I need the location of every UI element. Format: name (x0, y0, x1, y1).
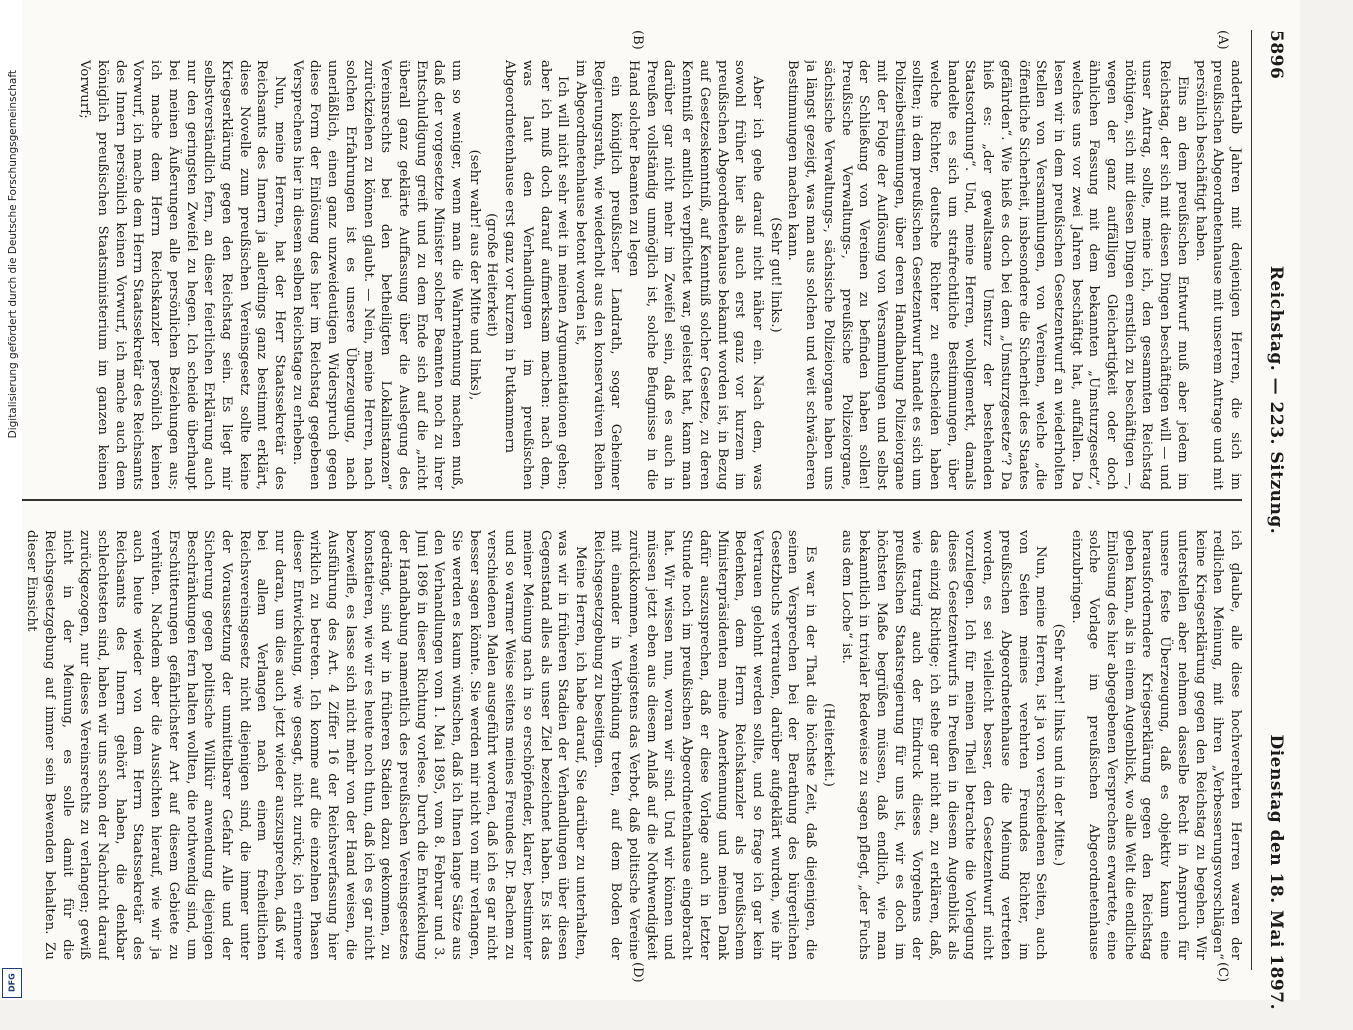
paragraph: ein königlich preußischer Landrath, sogar Geheimer Regierungsrath, wie wiederholt aus den konservativen Reihen im Abgeordnetenhause betont worden ist, (572, 60, 624, 490)
paragraph: Eins an dem preußischen Entwurf muß aber jedem im Reichstag, der sich mit diesen Dingen beschäftigen will — und unser Antrag, sollte, meine ich, den gesammten Reichstag nöthigen, sich mit diesen Dingen ernstlich zu beschäftigen —, wegen der ganz auffälligen Gleichartigkeit oder doch ähnlichen Fassung mit dem bekannten „Umsturzgesetz“, welches uns vor zwei Jahren beschäftigt hat, auffallen. Da lesen wir in dem preußischen Gesetzentwurf an wiederholten Stellen von Versammlungen, von Vereinen, welche „die öffentliche Sicherheit, insbesondere die Sicherheit des Staates gefährden“. Wie hieß es doch bei dem „Umsturzgesetze“? Da hieß es: „der gewaltsame Umsturz der bestehenden Staatsordnung“. Und, meine Herren, wohlgemerkt, damals handelte es sich um strafrechtliche Bestimmungen, über welche Richter, deutsche Richter zu entscheiden haben sollten; in dem preußischen Gesetzentwurf handelt es sich um Polizeibestimmungen, über deren Handhabung Polizeiorgane mit der Folge der Auflösung von Versammlungen und selbst der Schließung von Vereinen zu befinden haben sollen! Preußische Verwaltungs-, preußische Polizeiorgane, sächsische Verwaltungs-, sächsische Polizeiorgane haben uns ja längst gezeigt, was man aus solchen und weit schwächeren Bestimmungen machen kann. (785, 60, 1190, 490)
page-header (1252, 30, 1300, 1030)
session-title: Reichstag. — 223. Sitzung. (1266, 265, 1286, 535)
paragraph: Meine Herren, ich habe darauf, Sie darüber zu unterhalten, was wir in früheren Stadien der Verhandlungen über diesen Gegenstand alles als unser Ziel bezeichnet haben. Es ist das meiner Meinung nach in so erschöpfender, klarer, bestimmter und so warmer Weise seitens meines Freundes Dr. Bachem zu verschiedenen Malen ausgeführt worden, daß ich es gar nicht besser sagen könnte. Sie werden mir nicht von mir verlangen, Sie werden es kaum wünschen, daß ich Ihnen lange Sätze aus den Verhandlungen vom 1. Mai 1895, vom 8. Februar und 3. Juni 1896 in dieser Richtung vorlese. Durch die Entwickelung der Handhabung namentlich des preußischen Vereinsgesetzes gedrängt, sind wir in früheren Stadien dazu gekommen, zu konstatieren, wie wir es heute noch thun, daß ich es gar nicht bezweifle, es lasse sich nicht mehr von der Hand weisen, die Ausführung des Art. 4 Ziffer 16 der Reichsverfassung hier wirklich zu betreten. Ich komme auf die einzelnen Phasen dieser Entwickelung, wie gesagt, nicht zurück; ich erinnere nur daran, um dies auch jetzt wieder auszusprechen, daß wir bei allem Verlangen nach einem freiheitlichen Reichsvereinsgesetz nicht diejenigen sind, die immer unter der Voraussetzung der unmittelbarer Gefahr Alle und der Sicherung gegen politische Willkür anwendung diejenigen Beschränkungen fern halten wollten, die nothwendig sind, um Erschütterungen gefährlichster Art auf diesem Gebiete zu verhüten. Nachdem aber die Aussichten hierauf, wie wir ja auch heute wieder von dem Herrn Staatssekretär des Reichsamts des Innern gehört haben, die denkbar schlechtesten sind, haben wir uns schon der Nachricht darauf zurückgezogen, nur dieses Vereinsrechts zu verlangen; gewiß nicht in der Meinung, es solle damit für die Reichsgesetzgebung auf immer sein Bewenden behalten. Zu dieser Einsicht (24, 530, 588, 960)
paragraph: Nun, meine Herren, ist ja von verschiedenen Seiten, auch von Seiten meines verehrten Freundes Richter, im preußischen Abgeordnetenhause die Meinung vertreten worden, es sei vielleicht besser, den Gesetzentwurf nicht vorzulegen. Ich für meinen Theil betrachte die Vorlegung dieses Gesetzentwurfs in Preußen in diesem Augenblick als das einzig Richtige; ich stehe gar nicht an, zu erklären, daß, wie traurig auch der Eindruck dieses Vorgehens der preußischen Staatsregierung für uns ist, wir es doch im höchsten Maße begrüßen müssen, daß endlich, wie man bekanntlich in trivialer Redeweise zu sagen pflegt, „der Fuchs aus dem Loche“ ist. (838, 530, 1049, 960)
margin-mark-c: (C) (1215, 962, 1230, 983)
margin-mark-d: (D) (630, 962, 645, 983)
paragraph: Ich will nicht sehr weit in meinen Argumentationen gehen; aber ich muß doch darauf aufmerksam machen: nach dem, was laut den Verhandlungen im preußischen Abgeordnetenhause erst ganz vor kurzem in Putkammern (502, 60, 571, 490)
column-divider (12, 499, 1242, 501)
header-rule (1251, 30, 1252, 970)
digitization-sidebar (0, 0, 22, 1000)
paragraph: Nun, meine Herren, hat der Herr Staatssekretär des Reichsamts des Innern ja allerdings ganz bestimmt erklärt, diese Novelle zum preußischen Vereinsgesetz sollte keine Kriegserklärung gegen den Reichstag sein. Es liegt mir selbstverständlich fern, an dieser feierlichen Erklärung auch nur den geringsten Zweifel zu hegen. Ich scheide überhaupt bei meinen Äußerungen alle persönlichen Beziehungen aus; ich mache dem Herrn Reichskanzler persönlich keinen Vorwurf, ich mache dem Herrn Staatssekretär des Reichsamts des Innern persönlich keinen Vorwurf, ich mache auch dem königlich preußischen Staatsministerium im ganzen keinen Vorwurf; (77, 60, 288, 490)
interjection: (Sehr gut! links.) (767, 217, 783, 333)
paragraph: Es war in der That die höchste Zeit, daß diejenigen, die seinen Versprechen bei der Berathung des bürgerlichen Gesetzbuchs vertrauten, darüber aufgeklärt wurden, wie ihr Vertrauen gelohnt werden sollte, und so frage ich gar kein Bedenken, dem Herrn Reichskanzler als preußischem Ministerpräsidenten meine Anerkennung und meinen Dank dafür auszusprechen, daß er diese Vorlage auch in letzter Stunde noch im preußischen Abgeordnetenhause eingebracht hat. Wir wissen nun, woran wir sind. Und wir können und müssen jetzt eben aus diesem Anlaß auf die Nothwendigkeit zurückkommen, wenigstens das Verbot, daß politische Vereine mit einander in Verbindung treten, auf dem Boden der Reichsgesetzgebung zu beseitigen. (590, 530, 819, 960)
margin-mark-a: (A) (1215, 30, 1230, 50)
digitization-credit: Digitalisierung gefördert durch die Deutsche Forschungsgemeinschaft (7, 70, 19, 439)
interjection: (Sehr wahr! links und in der Mitte.) (1050, 623, 1066, 867)
left-column (14, 60, 1244, 490)
interjection: (große Heiterkeit) (484, 213, 500, 337)
margin-mark-b: (B) (630, 30, 645, 50)
interjection: (Heiterkeit.) (820, 702, 836, 788)
paragraph: Aber ich gehe darauf nicht näher ein. Nach dem, was sowohl früher hier als auch erst ganz vor kurzem im preußischen Abgeordnetenhause bekannt worden ist, in Bezug auf Gesetzeskenntniß, auf Kenntniß solcher Gesetze, zu deren Kenntniß er amtlich verpflichtet war, geleistet hat, kann man darüber gar nicht mehr im Zweifel sein, daß es auch in Preußen vollständig unmöglich ist, solche Befugnisse in die Hand solcher Beamten zu legen (626, 60, 766, 490)
paragraph: um so weniger, wenn man die Wahrnehmung machen muß, daß der vorgesetzte Minister solcher Beamten noch zu ihrer Entschuldigung greift und zu dem Ende sich auf die „nicht überall ganz geklärte Auffassung über die Auslegung des Vereinsrechts bei den betheiligten Lokalinstanzen“ zurückziehen zu können glaubt. — Nein, meine Herren, nach solchen Erfahrungen ist es unsere Überzeugung, nach unerläßlich, einen ganz unzweideutigen Widerspruch gegen diese Form der Einlösung des hier im Reichstag gegebenen Versprechens hier in diesem selben Reichstage zu erheben. (289, 60, 465, 490)
paragraph: ich glaube, alle diese hochverehrten Herren waren der redlichen Meinung, mit ihren „Verbesserungsvorschlägen“ keine Kriegserklärung gegen den Reichstag zu begehen. Wir unterstellen aber nehmen dasselbe Recht in Anspruch für unsere feste Überzeugung, daß es objektiv kaum eine herausforderndere Kriegserklärung gegen den Reichstag geben kann, als in einem Augenblick, wo alle Welt die endliche Einlösung des hier abgegebenen Versprechens erwartete, eine solche Vorlage im preußischen Abgeordnetenhause einzubringen. (1068, 530, 1243, 960)
right-column (14, 530, 1244, 960)
dfg-logo: DFG (2, 968, 22, 998)
interjection: (sehr wahr! aus der Mitte und links), (466, 149, 482, 401)
page-number: 5896 (1266, 30, 1286, 80)
session-date: Dienstag den 18. Mai 1897. (1266, 734, 1286, 1010)
paragraph: anderthalb Jahren mit denjenigen Herren, die sich im preußischen Abgeordnetenhause mit unserem Antrage und mit persönlich beschäftigt haben. (1192, 60, 1243, 490)
